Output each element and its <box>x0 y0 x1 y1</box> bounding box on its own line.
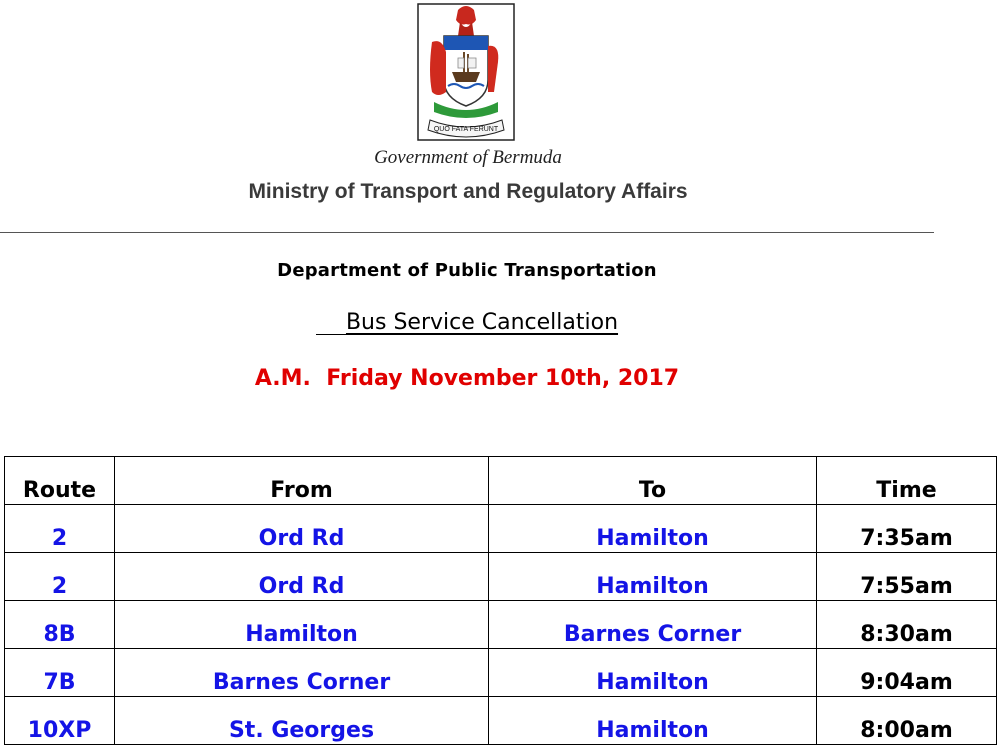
crest-motto: QUO FATA FERUNT <box>433 126 499 133</box>
department-name: Department of Public Transportation <box>277 260 657 281</box>
column-header-to: To <box>489 457 817 505</box>
from-cell: St. Georges <box>115 697 489 745</box>
from-cell: Ord Rd <box>115 553 489 601</box>
to-cell: Hamilton <box>489 505 817 553</box>
table-row <box>5 601 997 649</box>
column-header-route: Route <box>5 457 115 505</box>
notice-date: A.M. Friday November 10th, 2017 <box>254 366 680 391</box>
column-header-from: From <box>115 457 489 505</box>
government-name: Government of Bermuda <box>374 147 562 168</box>
time-cell: 8:00am <box>817 697 997 745</box>
table-row <box>5 505 997 553</box>
table-header-row <box>5 457 997 505</box>
route-cell: 10XP <box>5 697 115 745</box>
time-cell: 7:55am <box>817 553 997 601</box>
table-row <box>5 697 997 745</box>
to-cell: Barnes Corner <box>489 601 817 649</box>
from-cell: Ord Rd <box>115 505 489 553</box>
column-header-time: Time <box>817 457 997 505</box>
from-cell: Hamilton <box>115 601 489 649</box>
time-cell: 7:35am <box>817 505 997 553</box>
table-row <box>5 553 997 601</box>
time-cell: 8:30am <box>817 601 997 649</box>
table-row <box>5 649 997 697</box>
to-cell: Hamilton <box>489 553 817 601</box>
to-cell: Hamilton <box>489 649 817 697</box>
notice-title <box>0 310 934 335</box>
time-cell: 9:04am <box>817 649 997 697</box>
from-cell: Barnes Corner <box>115 649 489 697</box>
route-cell: 8B <box>5 601 115 649</box>
to-cell: Hamilton <box>489 697 817 745</box>
header-divider <box>0 232 934 233</box>
route-cell: 2 <box>5 553 115 601</box>
bermuda-coat-of-arms-icon <box>416 2 516 142</box>
title-underline-pad <box>316 312 346 335</box>
cancellation-table <box>4 456 997 745</box>
route-cell: 2 <box>5 505 115 553</box>
notice-title-text: Bus Service Cancellation <box>345 310 619 335</box>
ministry-name: Ministry of Transport and Regulatory Affairs <box>248 180 688 203</box>
route-cell: 7B <box>5 649 115 697</box>
